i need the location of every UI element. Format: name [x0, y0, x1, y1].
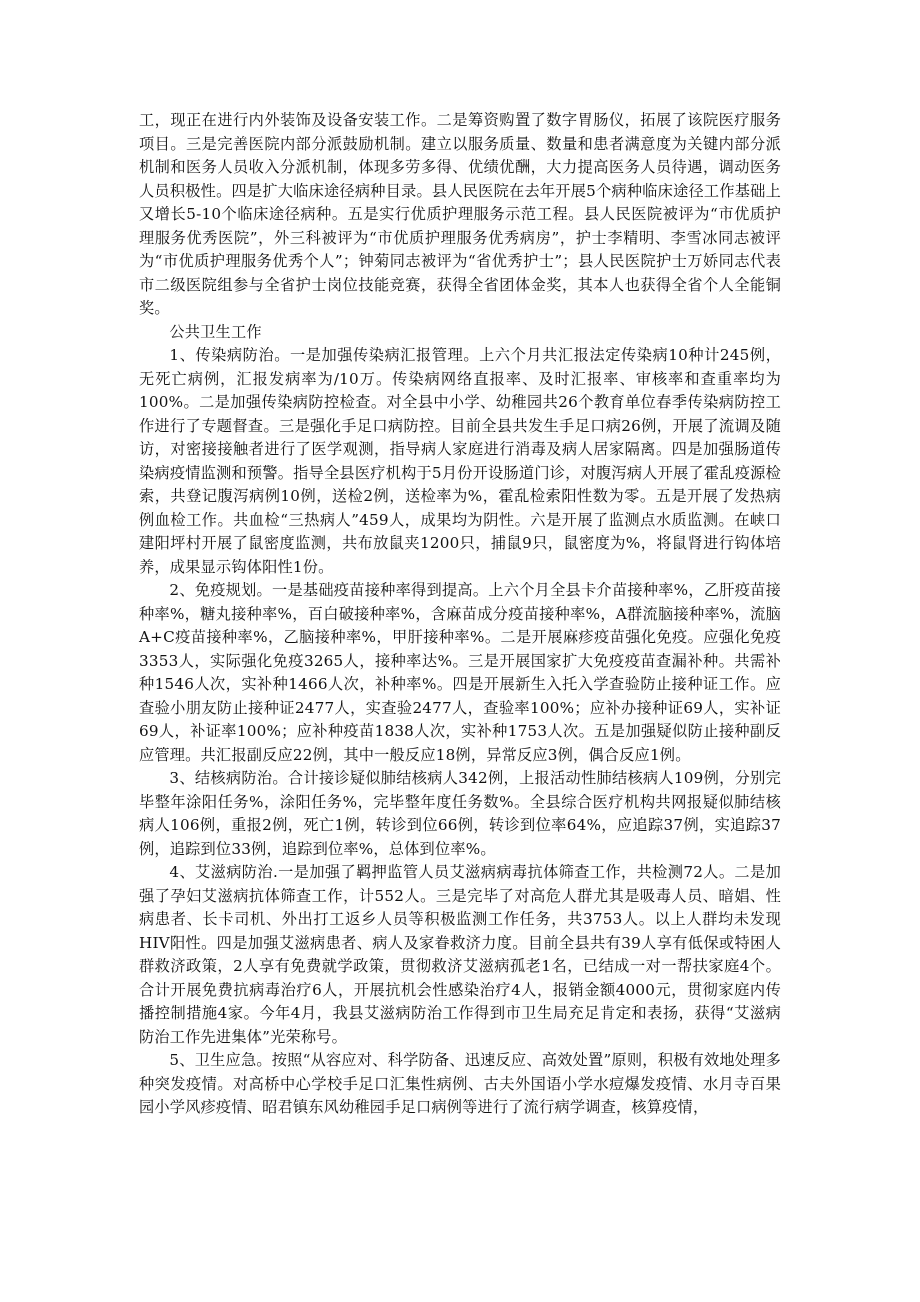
document-page — [139, 109, 781, 1120]
paragraph-aids: 4、艾滋病防治.一是加强了羁押监管人员艾滋病病毒抗体筛查工作，共检测72人。二是加强了孕妇艾滋病抗体筛查工作，计552人。三是完毕了对高危人群尤其是吸毒人员、暗娼、性病患者、长卡司机、外出打工返乡人员等积极监测工作任务，共3753人。以上人群均未发现HIV阳性。四是加强艾滋病患者、病人及家眷救济力度。目前全县共有39人享有低保或特困人群救济政策，2人享有免费就学政策，贯彻救济艾滋病孤老1名，已结成一对一帮扶家庭4个。合计开展免费抗病毒治疗6人，开展抗机会性感染治疗4人，报销金额4000元，贯彻家庭内传播控制措施4家。今年4月，我县艾滋病防治工作得到市卫生局充足肯定和表扬，获得“艾滋病防治工作先进集体”光荣称号。 — [139, 863, 781, 1046]
paragraph-emergency: 5、卫生应急。按照“从容应对、科学防备、迅速反应、高效处置”原则，积极有效地处理多种突发疫情。对高桥中心学校手足口汇集性病例、古夫外国语小学水痘爆发疫情、水月寺百果园小学风疹疫情、昭君镇东风幼稚园手足口病例等进行了流行病学调查，核算疫情， — [139, 1051, 781, 1116]
paragraph-tuberculosis: 3、结核病防治。合计接诊疑似肺结核病人342例，上报活动性肺结核病人109例，分别完毕整年涂阳任务%，涂阳任务%，完毕整年度任务数%。全县综合医疗机构共网报疑似肺结核病人106例，重报2例，死亡1例，转诊到位66例，转诊到位率64%，应追踪37例，实追踪37例，追踪到位33例，追踪到位率%，总体到位率%。 — [139, 769, 781, 858]
paragraph-immunization: 2、免疫规划。一是基础疫苗接种率得到提高。上六个月全县卡介苗接种率%，乙肝疫苗接种率%，糖丸接种率%，百白破接种率%，含麻苗成分疫苗接种率%，A群流脑接种率%，流脑A+C疫苗接种率%，乙脑接种率%，甲肝接种率%。二是开展麻疹疫苗强化免疫。应强化免疫3353人，实际强化免疫3265人，接种率达%。三是开展国家扩大免疫疫苗查漏补种。共需补种1546人次，实补种1466人次，补种率%。四是开展新生入托入学查验防止接种证工作。应查验小朋友防止接种证2477人，实查验2477人，查验率100%；应补办接种证69人，实补证69人，补证率100%；应补种疫苗1838人次，实补种1753人次。五是加强疑似防止接种副反应管理。共汇报副反应22例，其中一般反应18例，异常反应3例，偶合反应1例。 — [139, 581, 781, 764]
paragraph-infectious-disease: 1、传染病防治。一是加强传染病汇报管理。上六个月共汇报法定传染病10种计245例，无死亡病例，汇报发病率为/10万。传染病网络直报率、及时汇报率、审核率和查重率均为100%。二是加强传染病防控检查。对全县中小学、幼稚园共26个教育单位春季传染病防控工作进行了专题督查。三是强化手足口病防控。目前全县共发生手足口病26例，开展了流调及随访，对密接接触者进行了医学观测，指导病人家庭进行消毒及病人居家隔离。四是加强肠道传染病疫情监测和预警。指导全县医疗机构于5月份开设肠道门诊，对腹泻病人开展了霍乱疫源检索，共登记腹泻病例10例，送检2例，送检率为%，霍乱检索阳性数为零。五是开展了发热病例血检工作。共血检“三热病人”459人，成果均为阴性。六是开展了监测点水质监测。在峡口建阳坪村开展了鼠密度监测，共布放鼠夹1200只，捕鼠9只，鼠密度为%，将鼠肾进行钩体培养，成果显示钩体阳性1份。 — [139, 346, 781, 576]
section-heading: 公共卫生工作 — [169, 322, 262, 341]
intro-paragraph: 工，现正在进行内外装饰及设备安装工作。二是筹资购置了数字胃肠仪，拓展了该院医疗服务项目。三是完善医院内部分派鼓励机制。建立以服务质量、数量和患者满意度为关键内部分派机制和医务人员收入分派机制，体现多劳多得、优绩优酬，大力提高医务人员待遇，调动医务人员积极性。四是扩大临床途径病种目录。县人民医院在去年开展5个病种临床途径工作基础上又增长5-10个临床途径病种。五是实行优质护理服务示范工程。县人民医院被评为“市优质护理服务优秀医院”，外三科被评为“市优质护理服务优秀病房”，护士李精明、李雪冰同志被评为“市优质护理服务优秀个人”；钟菊同志被评为“省优秀护士”；县人民医院护士万娇同志代表市二级医院组参与全省护士岗位技能竞赛，获得全省团体金奖，其本人也获得全省个人全能铜奖。 — [139, 111, 781, 317]
